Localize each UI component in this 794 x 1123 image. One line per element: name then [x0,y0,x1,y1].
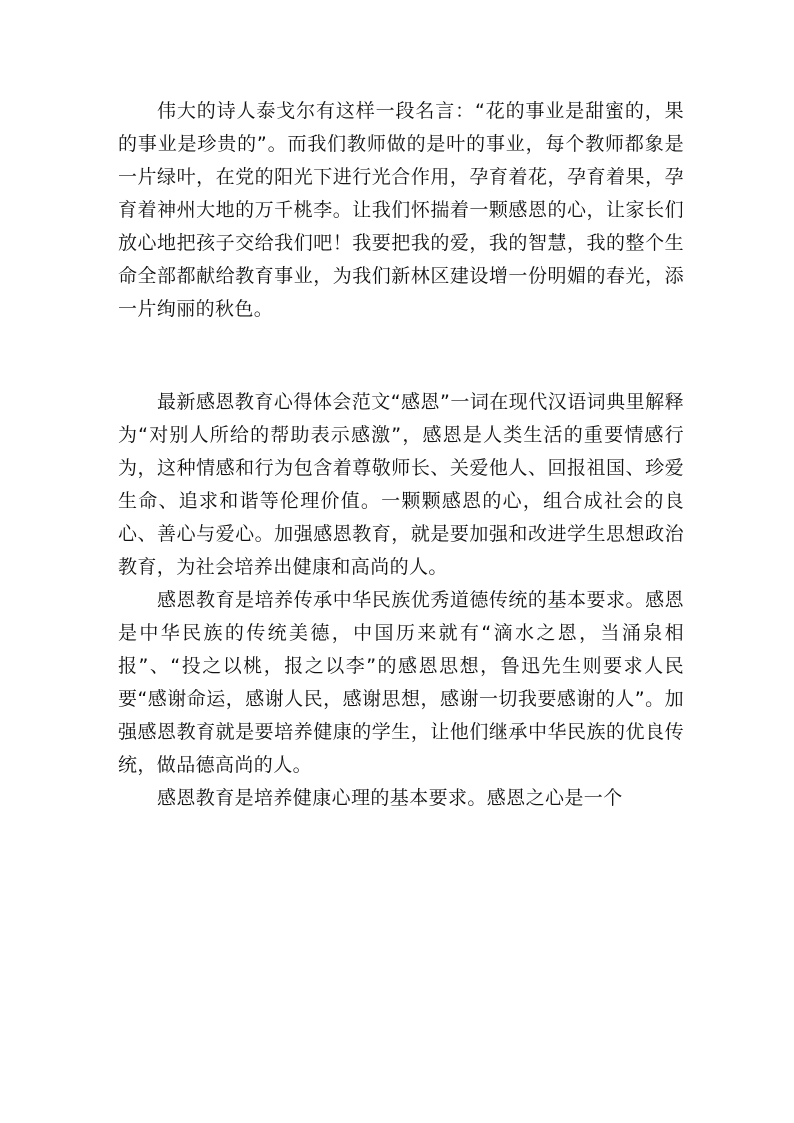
paragraph-tagore-quote: 伟大的诗人泰戈尔有这样一段名言：“花的事业是甜蜜的，果的事业是珍贵的”。而我们教师做的是叶的事业，每个教师都象是一片绿叶，在党的阳光下进行光合作用，孕育着花，孕育着果，孕育着神州大地的万千桃李。让我们怀揣着一颗感恩的心，让家长们放心地把孩子交给我们吧！我要把我的爱，我的智慧，我的整个生命全部都献给教育事业，为我们新林区建设增一份明媚的春光，添一片绚丽的秋色。 [118,100,684,320]
paragraph-gratitude-definition: 最新感恩教育心得体会范文“感恩”一词在现代汉语词典里解释为“对别人所给的帮助表示感激”，感恩是人类生活的重要情感行为，这种情感和行为包含着尊敬师长、关爱他人、回报祖国、珍爱生命、追求和谐等伦理价值。一颗颗感恩的心，组合成社会的良心、善心与爱心。加强感恩教育，就是要加强和改进学生思想政治教育，为社会培养出健康和高尚的人。 [118,391,684,578]
document-page [118,95,684,815]
paragraph-traditional-virtue: 感恩教育是培养传承中华民族优秀道德传统的基本要求。感恩是中华民族的传统美德，中国历来就有“滴水之恩，当涌泉相报”、“投之以桃，报之以李”的感恩思想，鲁迅先生则要求人民要“感谢命运，感谢人民，感谢思想，感谢一切我要感谢的人”。加强感恩教育就是要培养健康的学生，让他们继承中华民族的优良传统，做品德高尚的人。 [118,589,684,776]
paragraph-gap [118,326,684,386]
paragraph-mental-health: 感恩教育是培养健康心理的基本要求。感恩之心是一个 [157,787,623,809]
